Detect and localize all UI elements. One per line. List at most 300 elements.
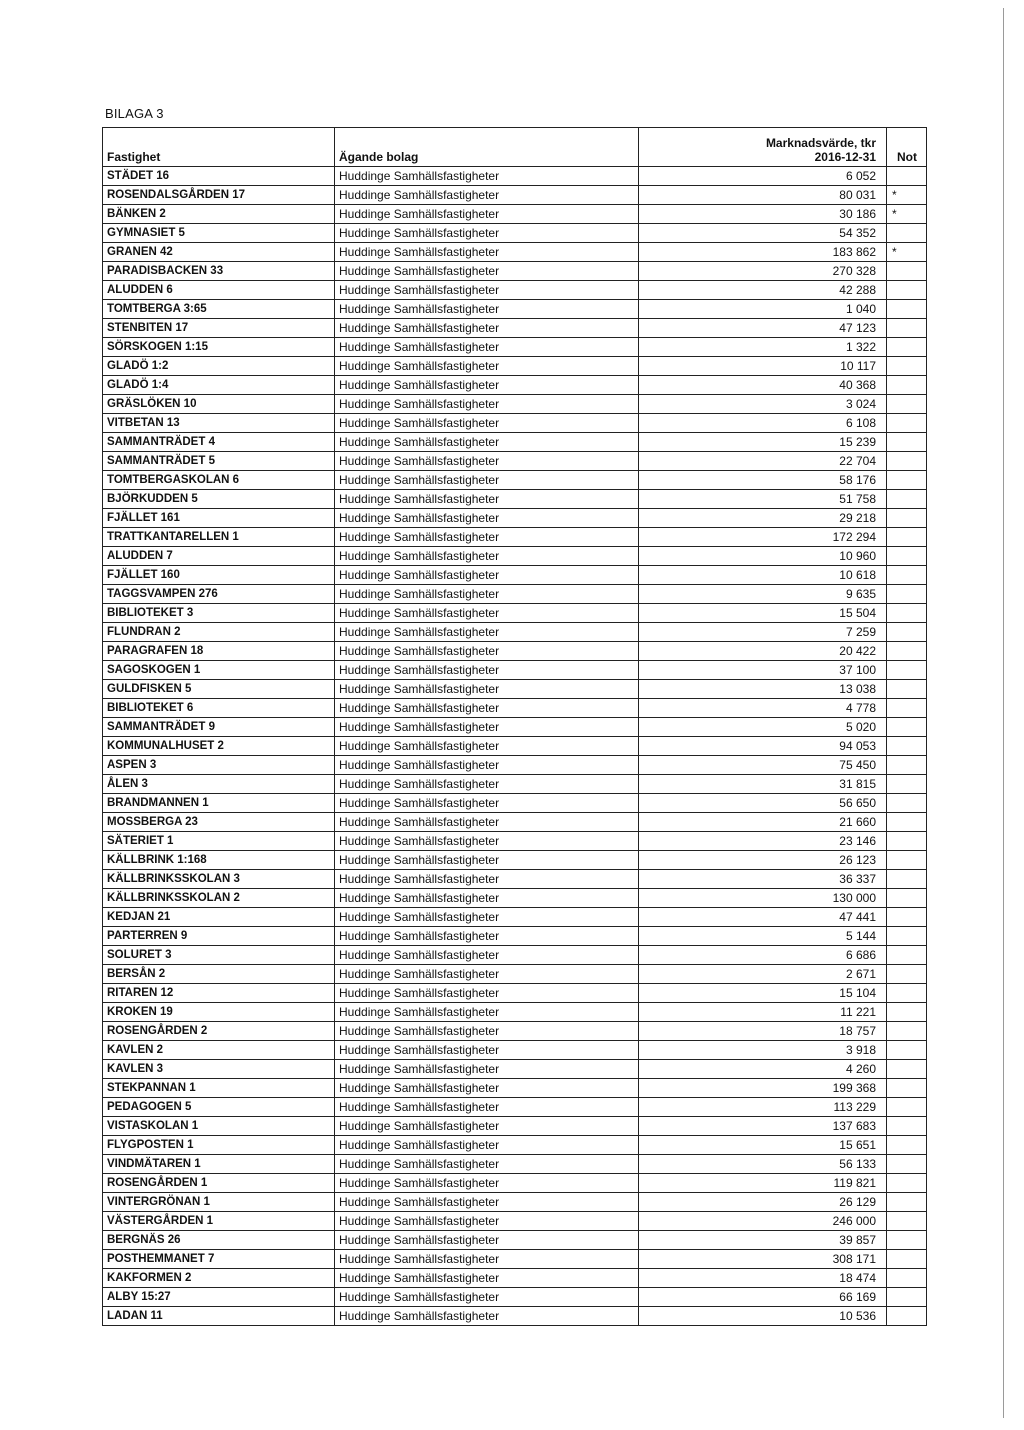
- owner-cell: Huddinge Samhällsfastigheter: [335, 414, 639, 433]
- property-cell: KÄLLBRINKSSKOLAN 3: [103, 870, 335, 889]
- owner-cell: Huddinge Samhällsfastigheter: [335, 281, 639, 300]
- owner-cell: Huddinge Samhällsfastigheter: [335, 680, 639, 699]
- table-row: [103, 908, 927, 927]
- value-cell: 94 053: [639, 737, 887, 756]
- owner-cell: Huddinge Samhällsfastigheter: [335, 1060, 639, 1079]
- value-cell: 22 704: [639, 452, 887, 471]
- property-cell: KEDJAN 21: [103, 908, 335, 927]
- table-row: [103, 756, 927, 775]
- value-cell: 51 758: [639, 490, 887, 509]
- note-cell: [887, 756, 927, 775]
- value-cell: 4 778: [639, 699, 887, 718]
- property-cell: MOSSBERGA 23: [103, 813, 335, 832]
- value-cell: 15 651: [639, 1136, 887, 1155]
- table-row: [103, 946, 927, 965]
- property-cell: ALBY 15:27: [103, 1288, 335, 1307]
- header-value-line1: Marknadsvärde, tkr: [765, 136, 876, 150]
- value-cell: 31 815: [639, 775, 887, 794]
- value-cell: 270 328: [639, 262, 887, 281]
- note-cell: [887, 984, 927, 1003]
- table-row: [103, 927, 927, 946]
- note-cell: [887, 547, 927, 566]
- owner-cell: Huddinge Samhällsfastigheter: [335, 528, 639, 547]
- owner-cell: Huddinge Samhällsfastigheter: [335, 433, 639, 452]
- header-property: Fastighet: [103, 128, 335, 167]
- property-cell: RITAREN 12: [103, 984, 335, 1003]
- note-cell: [887, 490, 927, 509]
- property-cell: GRÄSLÖKEN 10: [103, 395, 335, 414]
- note-cell: [887, 737, 927, 756]
- table-row: [103, 984, 927, 1003]
- owner-cell: Huddinge Samhällsfastigheter: [335, 1155, 639, 1174]
- document-label: BILAGA 3: [105, 106, 164, 121]
- property-cell: BERSÅN 2: [103, 965, 335, 984]
- note-cell: [887, 1307, 927, 1326]
- value-cell: 42 288: [639, 281, 887, 300]
- property-cell: GRANEN 42: [103, 243, 335, 262]
- table-row: [103, 1269, 927, 1288]
- table-row: [103, 338, 927, 357]
- value-cell: 47 441: [639, 908, 887, 927]
- owner-cell: Huddinge Samhällsfastigheter: [335, 851, 639, 870]
- property-cell: TOMTBERGA 3:65: [103, 300, 335, 319]
- note-cell: [887, 281, 927, 300]
- header-owner: Ägande bolag: [335, 128, 639, 167]
- owner-cell: Huddinge Samhällsfastigheter: [335, 1307, 639, 1326]
- property-cell: BRANDMANNEN 1: [103, 794, 335, 813]
- owner-cell: Huddinge Samhällsfastigheter: [335, 623, 639, 642]
- note-cell: [887, 300, 927, 319]
- table-row: [103, 1174, 927, 1193]
- value-cell: 26 129: [639, 1193, 887, 1212]
- value-cell: 23 146: [639, 832, 887, 851]
- note-cell: [887, 1060, 927, 1079]
- table-row: [103, 281, 927, 300]
- note-cell: [887, 1269, 927, 1288]
- property-cell: BJÖRKUDDEN 5: [103, 490, 335, 509]
- property-cell: GULDFISKEN 5: [103, 680, 335, 699]
- note-cell: [887, 1117, 927, 1136]
- value-cell: 30 186: [639, 205, 887, 224]
- property-cell: POSTHEMMANET 7: [103, 1250, 335, 1269]
- property-cell: SÖRSKOGEN 1:15: [103, 338, 335, 357]
- property-cell: PEDAGOGEN 5: [103, 1098, 335, 1117]
- value-cell: 3 024: [639, 395, 887, 414]
- table-row: [103, 737, 927, 756]
- property-cell: KOMMUNALHUSET 2: [103, 737, 335, 756]
- table-row: [103, 680, 927, 699]
- property-cell: FJÄLLET 161: [103, 509, 335, 528]
- property-cell: KROKEN 19: [103, 1003, 335, 1022]
- property-cell: ALUDDEN 7: [103, 547, 335, 566]
- property-cell: LADAN 11: [103, 1307, 335, 1326]
- owner-cell: Huddinge Samhällsfastigheter: [335, 661, 639, 680]
- owner-cell: Huddinge Samhällsfastigheter: [335, 927, 639, 946]
- table-row: [103, 528, 927, 547]
- value-cell: 10 618: [639, 566, 887, 585]
- value-cell: 13 038: [639, 680, 887, 699]
- value-cell: 1 040: [639, 300, 887, 319]
- value-cell: 29 218: [639, 509, 887, 528]
- note-cell: [887, 1231, 927, 1250]
- value-cell: 15 504: [639, 604, 887, 623]
- note-cell: [887, 1022, 927, 1041]
- value-cell: 6 108: [639, 414, 887, 433]
- table-row: [103, 718, 927, 737]
- owner-cell: Huddinge Samhällsfastigheter: [335, 832, 639, 851]
- property-cell: ASPEN 3: [103, 756, 335, 775]
- table-row: [103, 965, 927, 984]
- table-body: [103, 128, 927, 1326]
- table-row: [103, 509, 927, 528]
- value-cell: 130 000: [639, 889, 887, 908]
- note-cell: [887, 1174, 927, 1193]
- property-cell: BIBLIOTEKET 3: [103, 604, 335, 623]
- page-edge-line: [1003, 8, 1004, 1418]
- property-cell: KAKFORMEN 2: [103, 1269, 335, 1288]
- owner-cell: Huddinge Samhällsfastigheter: [335, 642, 639, 661]
- property-cell: SOLURET 3: [103, 946, 335, 965]
- owner-cell: Huddinge Samhällsfastigheter: [335, 813, 639, 832]
- value-cell: 11 221: [639, 1003, 887, 1022]
- value-cell: 15 104: [639, 984, 887, 1003]
- table-row: [103, 224, 927, 243]
- note-cell: [887, 452, 927, 471]
- table-row: [103, 414, 927, 433]
- owner-cell: Huddinge Samhällsfastigheter: [335, 1288, 639, 1307]
- note-cell: [887, 699, 927, 718]
- table-row: [103, 1250, 927, 1269]
- table-row: [103, 243, 927, 262]
- value-cell: 6 686: [639, 946, 887, 965]
- note-cell: [887, 471, 927, 490]
- note-cell: [887, 395, 927, 414]
- owner-cell: Huddinge Samhällsfastigheter: [335, 566, 639, 585]
- property-cell: VINDMÄTAREN 1: [103, 1155, 335, 1174]
- note-cell: [887, 376, 927, 395]
- value-cell: 2 671: [639, 965, 887, 984]
- note-cell: [887, 167, 927, 186]
- property-cell: KÄLLBRINKSSKOLAN 2: [103, 889, 335, 908]
- table-row: [103, 319, 927, 338]
- property-cell: ALUDDEN 6: [103, 281, 335, 300]
- note-cell: *: [887, 186, 927, 205]
- value-cell: 75 450: [639, 756, 887, 775]
- table-row: [103, 471, 927, 490]
- property-cell: ROSENGÅRDEN 2: [103, 1022, 335, 1041]
- table-row: [103, 585, 927, 604]
- table-row: [103, 623, 927, 642]
- owner-cell: Huddinge Samhällsfastigheter: [335, 1212, 639, 1231]
- property-cell: PARTERREN 9: [103, 927, 335, 946]
- owner-cell: Huddinge Samhällsfastigheter: [335, 1250, 639, 1269]
- note-cell: *: [887, 243, 927, 262]
- owner-cell: Huddinge Samhällsfastigheter: [335, 1231, 639, 1250]
- value-cell: 37 100: [639, 661, 887, 680]
- value-cell: 80 031: [639, 186, 887, 205]
- owner-cell: Huddinge Samhällsfastigheter: [335, 1193, 639, 1212]
- table-row: [103, 813, 927, 832]
- value-cell: 36 337: [639, 870, 887, 889]
- owner-cell: Huddinge Samhällsfastigheter: [335, 186, 639, 205]
- table-row: [103, 851, 927, 870]
- note-cell: [887, 262, 927, 281]
- note-cell: [887, 1212, 927, 1231]
- owner-cell: Huddinge Samhällsfastigheter: [335, 338, 639, 357]
- note-cell: [887, 680, 927, 699]
- value-cell: 137 683: [639, 1117, 887, 1136]
- table-row: [103, 1136, 927, 1155]
- property-cell: FJÄLLET 160: [103, 566, 335, 585]
- owner-cell: Huddinge Samhällsfastigheter: [335, 1022, 639, 1041]
- table-row: [103, 262, 927, 281]
- note-cell: [887, 908, 927, 927]
- table-row: [103, 547, 927, 566]
- owner-cell: Huddinge Samhällsfastigheter: [335, 775, 639, 794]
- note-cell: [887, 1155, 927, 1174]
- owner-cell: Huddinge Samhällsfastigheter: [335, 889, 639, 908]
- value-cell: 10 117: [639, 357, 887, 376]
- property-cell: SAMMANTRÄDET 4: [103, 433, 335, 452]
- owner-cell: Huddinge Samhällsfastigheter: [335, 604, 639, 623]
- value-cell: 119 821: [639, 1174, 887, 1193]
- owner-cell: Huddinge Samhällsfastigheter: [335, 718, 639, 737]
- header-note: Not: [887, 128, 927, 167]
- table-row: [103, 395, 927, 414]
- note-cell: [887, 870, 927, 889]
- value-cell: 58 176: [639, 471, 887, 490]
- value-cell: 20 422: [639, 642, 887, 661]
- property-cell: TOMTBERGASKOLAN 6: [103, 471, 335, 490]
- note-cell: [887, 357, 927, 376]
- property-cell: KAVLEN 2: [103, 1041, 335, 1060]
- value-cell: 39 857: [639, 1231, 887, 1250]
- note-cell: [887, 623, 927, 642]
- property-cell: STENBITEN 17: [103, 319, 335, 338]
- property-cell: GYMNASIET 5: [103, 224, 335, 243]
- owner-cell: Huddinge Samhällsfastigheter: [335, 737, 639, 756]
- note-cell: [887, 414, 927, 433]
- note-cell: [887, 1041, 927, 1060]
- note-cell: [887, 1098, 927, 1117]
- value-cell: 5 144: [639, 927, 887, 946]
- owner-cell: Huddinge Samhällsfastigheter: [335, 1117, 639, 1136]
- header-value-line2: 2016-12-31: [814, 150, 876, 164]
- header-value: [639, 128, 887, 167]
- property-cell: FLUNDRAN 2: [103, 623, 335, 642]
- note-cell: [887, 927, 927, 946]
- owner-cell: Huddinge Samhällsfastigheter: [335, 167, 639, 186]
- table-row: [103, 775, 927, 794]
- property-cell: TAGGSVAMPEN 276: [103, 585, 335, 604]
- property-cell: BÄNKEN 2: [103, 205, 335, 224]
- table-row: [103, 1041, 927, 1060]
- owner-cell: Huddinge Samhällsfastigheter: [335, 585, 639, 604]
- note-cell: [887, 1079, 927, 1098]
- value-cell: 26 123: [639, 851, 887, 870]
- note-cell: [887, 1136, 927, 1155]
- table-row: [103, 300, 927, 319]
- value-cell: 40 368: [639, 376, 887, 395]
- value-cell: 172 294: [639, 528, 887, 547]
- table-row: [103, 832, 927, 851]
- table-row: [103, 490, 927, 509]
- property-cell: GLADÖ 1:2: [103, 357, 335, 376]
- property-cell: VÄSTERGÅRDEN 1: [103, 1212, 335, 1231]
- table-row: [103, 433, 927, 452]
- value-cell: 3 918: [639, 1041, 887, 1060]
- table-row: [103, 1060, 927, 1079]
- owner-cell: Huddinge Samhällsfastigheter: [335, 699, 639, 718]
- note-cell: [887, 566, 927, 585]
- owner-cell: Huddinge Samhällsfastigheter: [335, 870, 639, 889]
- table-row: [103, 1003, 927, 1022]
- table-row: [103, 1212, 927, 1231]
- value-cell: 199 368: [639, 1079, 887, 1098]
- owner-cell: Huddinge Samhällsfastigheter: [335, 946, 639, 965]
- value-cell: 15 239: [639, 433, 887, 452]
- value-cell: 1 322: [639, 338, 887, 357]
- value-cell: 6 052: [639, 167, 887, 186]
- property-cell: KAVLEN 3: [103, 1060, 335, 1079]
- owner-cell: Huddinge Samhällsfastigheter: [335, 300, 639, 319]
- table-header-row: [103, 128, 927, 167]
- value-cell: 54 352: [639, 224, 887, 243]
- note-cell: [887, 604, 927, 623]
- owner-cell: Huddinge Samhällsfastigheter: [335, 794, 639, 813]
- table-row: [103, 1193, 927, 1212]
- owner-cell: Huddinge Samhällsfastigheter: [335, 471, 639, 490]
- table-row: [103, 1079, 927, 1098]
- note-cell: [887, 642, 927, 661]
- owner-cell: Huddinge Samhällsfastigheter: [335, 262, 639, 281]
- note-cell: [887, 851, 927, 870]
- property-cell: ÅLEN 3: [103, 775, 335, 794]
- value-cell: 56 650: [639, 794, 887, 813]
- owner-cell: Huddinge Samhällsfastigheter: [335, 984, 639, 1003]
- note-cell: [887, 1288, 927, 1307]
- table-row: [103, 1155, 927, 1174]
- value-cell: 21 660: [639, 813, 887, 832]
- table-row: [103, 1098, 927, 1117]
- property-cell: TRATTKANTARELLEN 1: [103, 528, 335, 547]
- table-row: [103, 566, 927, 585]
- note-cell: [887, 661, 927, 680]
- table-row: [103, 186, 927, 205]
- note-cell: [887, 946, 927, 965]
- table-row: [103, 661, 927, 680]
- note-cell: [887, 433, 927, 452]
- table-row: [103, 452, 927, 471]
- property-cell: SAGOSKOGEN 1: [103, 661, 335, 680]
- value-cell: 10 536: [639, 1307, 887, 1326]
- owner-cell: Huddinge Samhällsfastigheter: [335, 756, 639, 775]
- value-cell: 18 474: [639, 1269, 887, 1288]
- note-cell: [887, 1003, 927, 1022]
- property-cell: PARAGRAFEN 18: [103, 642, 335, 661]
- note-cell: [887, 528, 927, 547]
- note-cell: [887, 718, 927, 737]
- note-cell: [887, 509, 927, 528]
- property-cell: SÄTERIET 1: [103, 832, 335, 851]
- table-row: [103, 1307, 927, 1326]
- note-cell: [887, 319, 927, 338]
- value-cell: 56 133: [639, 1155, 887, 1174]
- owner-cell: Huddinge Samhällsfastigheter: [335, 908, 639, 927]
- note-cell: [887, 775, 927, 794]
- property-cell: VINTERGRÖNAN 1: [103, 1193, 335, 1212]
- value-cell: 66 169: [639, 1288, 887, 1307]
- property-cell: ROSENGÅRDEN 1: [103, 1174, 335, 1193]
- value-cell: 113 229: [639, 1098, 887, 1117]
- table-row: [103, 699, 927, 718]
- owner-cell: Huddinge Samhällsfastigheter: [335, 490, 639, 509]
- owner-cell: Huddinge Samhällsfastigheter: [335, 376, 639, 395]
- value-cell: 4 260: [639, 1060, 887, 1079]
- property-cell: GLADÖ 1:4: [103, 376, 335, 395]
- value-cell: 9 635: [639, 585, 887, 604]
- owner-cell: Huddinge Samhällsfastigheter: [335, 965, 639, 984]
- table-row: [103, 167, 927, 186]
- note-cell: [887, 1193, 927, 1212]
- property-cell: SAMMANTRÄDET 5: [103, 452, 335, 471]
- property-cell: BERGNÄS 26: [103, 1231, 335, 1250]
- table-row: [103, 870, 927, 889]
- property-cell: KÄLLBRINK 1:168: [103, 851, 335, 870]
- owner-cell: Huddinge Samhällsfastigheter: [335, 547, 639, 566]
- table-row: [103, 794, 927, 813]
- note-cell: [887, 965, 927, 984]
- table-row: [103, 205, 927, 224]
- value-cell: 7 259: [639, 623, 887, 642]
- value-cell: 18 757: [639, 1022, 887, 1041]
- owner-cell: Huddinge Samhällsfastigheter: [335, 1136, 639, 1155]
- property-cell: STEKPANNAN 1: [103, 1079, 335, 1098]
- property-cell: FLYGPOSTEN 1: [103, 1136, 335, 1155]
- note-cell: [887, 889, 927, 908]
- owner-cell: Huddinge Samhällsfastigheter: [335, 1041, 639, 1060]
- value-cell: 47 123: [639, 319, 887, 338]
- table-row: [103, 357, 927, 376]
- owner-cell: Huddinge Samhällsfastigheter: [335, 224, 639, 243]
- note-cell: [887, 338, 927, 357]
- note-cell: *: [887, 205, 927, 224]
- owner-cell: Huddinge Samhällsfastigheter: [335, 452, 639, 471]
- note-cell: [887, 813, 927, 832]
- value-cell: 308 171: [639, 1250, 887, 1269]
- owner-cell: Huddinge Samhällsfastigheter: [335, 1003, 639, 1022]
- table-row: [103, 1117, 927, 1136]
- property-cell: VISTASKOLAN 1: [103, 1117, 335, 1136]
- owner-cell: Huddinge Samhällsfastigheter: [335, 319, 639, 338]
- property-value-table: [102, 127, 927, 1326]
- property-cell: STÄDET 16: [103, 167, 335, 186]
- table-row: [103, 889, 927, 908]
- table-row: [103, 1231, 927, 1250]
- property-cell: SAMMANTRÄDET 9: [103, 718, 335, 737]
- table-row: [103, 1022, 927, 1041]
- table-row: [103, 376, 927, 395]
- note-cell: [887, 794, 927, 813]
- property-cell: BIBLIOTEKET 6: [103, 699, 335, 718]
- table-row: [103, 604, 927, 623]
- table-row: [103, 642, 927, 661]
- owner-cell: Huddinge Samhällsfastigheter: [335, 1098, 639, 1117]
- owner-cell: Huddinge Samhällsfastigheter: [335, 1174, 639, 1193]
- value-cell: 10 960: [639, 547, 887, 566]
- owner-cell: Huddinge Samhällsfastigheter: [335, 205, 639, 224]
- owner-cell: Huddinge Samhällsfastigheter: [335, 1079, 639, 1098]
